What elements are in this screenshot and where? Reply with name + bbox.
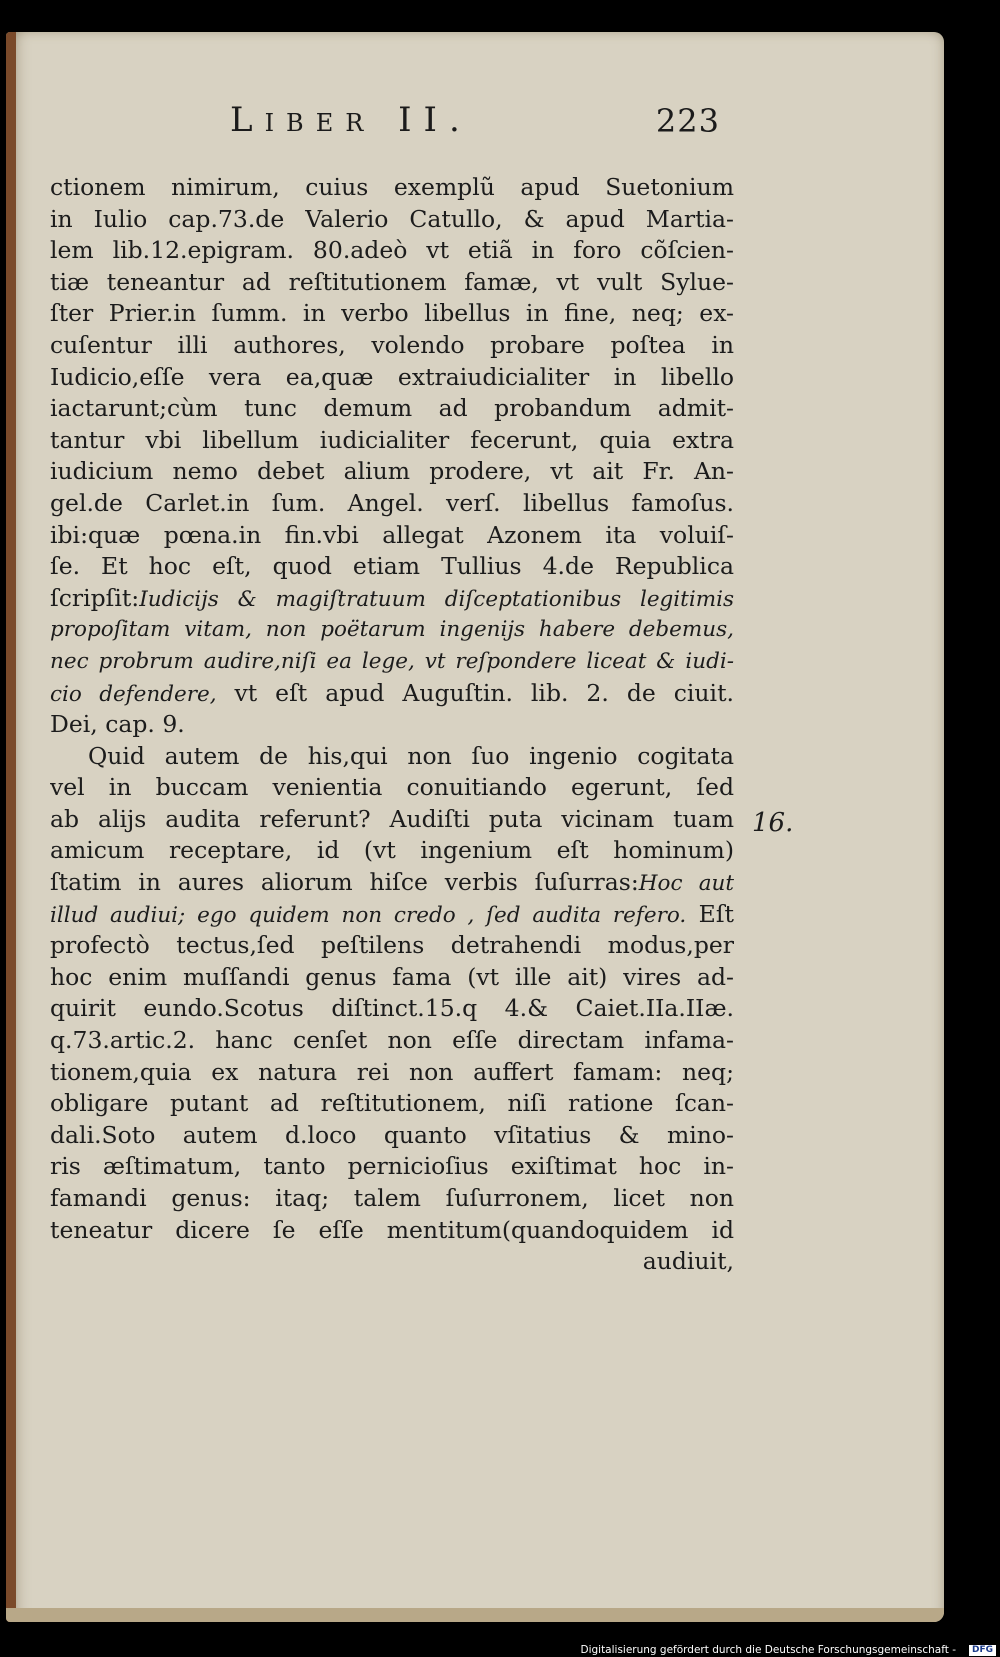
quote-line: nec probrum audire,niſi ea lege, vt reſpondere liceat & iudi-	[50, 648, 734, 674]
text-line	[50, 867, 734, 899]
text-line: ab alijs audita referunt? Audiſti puta vicinam tuam	[50, 804, 734, 833]
text-line: obligare putant ad reſtitutionem, niſi ratione ſcan-	[50, 1089, 734, 1118]
text-line: teneatur dicere ſe eſſe mentitum(quandoquidem id	[50, 1215, 734, 1244]
text-line: famandi genus: itaq; talem ſuſurronem, licet non	[50, 1184, 734, 1212]
main-text-block	[50, 172, 734, 1278]
text-line: dali.Soto autem d.loco quanto vſitatius & mino-	[50, 1120, 734, 1149]
quote-end-line	[50, 678, 734, 710]
quote-intro: ſcripſit:	[50, 583, 140, 612]
text-line: tiæ teneantur ad reſtitutionem famæ, vt vult Sylue-	[50, 267, 734, 296]
text-line: gel.de Carlet.in ſum. Angel. verſ. libellus famoſus.	[50, 488, 734, 517]
text-line: lem lib.12.epigram. 80.adeò vt etiã in foro cõſcien-	[50, 236, 734, 265]
catchword: audiuit,	[642, 1247, 734, 1276]
text-line	[50, 899, 734, 931]
text-line: amicum receptare, id (vt ingenium eſt hominum)	[50, 836, 734, 865]
page-bottom-edge	[6, 1608, 944, 1622]
paragraph-start-line: Quid autem de his,qui non ſuo ingenio cogitata	[88, 741, 734, 770]
text-line: cuſentur illi authores, volendo probare poſtea in	[50, 330, 734, 359]
quote-line: propoſitam vitam, non poëtarum ingenijs habere debemus,	[50, 617, 734, 643]
text-segment: ſtatim in aures aliorum hiſce verbis ſuſurras:	[50, 868, 639, 897]
quote-line	[50, 583, 734, 615]
text-line: ris æſtimatum, tanto pernicioſius exiſtimat hoc in-	[50, 1152, 734, 1181]
book-spine-edge	[6, 32, 16, 1622]
funding-credit: Digitalisierung gefördert durch die Deutsche Forschungsgemeinschaft -	[580, 1644, 956, 1656]
text-line: tionem,quia ex natura rei non auffert famam: neq;	[50, 1057, 734, 1086]
quote-text: Iudicijs & magiſtratuum diſceptationibus legitimis	[139, 586, 734, 612]
text-line: ſter Prier.in ſumm. in verbo libellus in fine, neq; ex-	[50, 299, 734, 328]
text-line: hoc enim muſſandi genus fama (vt ille ait) vires ad-	[50, 962, 734, 991]
text-line: ctionem nimirum, cuius exemplũ apud Suetonium	[50, 173, 734, 201]
page-number: 223	[655, 102, 720, 140]
italic-segment: illud audiui; ego quidem non credo , ſed audita refero.	[50, 902, 687, 928]
running-title: Liber II.	[230, 100, 472, 140]
quote-text: cio defendere,	[50, 681, 217, 707]
text-line: profectò tectus,ſed peſtilens detrahendi modus,per	[50, 931, 734, 960]
text-line: in Iulio cap.73.de Valerio Catullo, & apud Martia-	[50, 204, 734, 233]
margin-note-number: 16.	[752, 808, 794, 838]
text-line: ſe. Et hoc eſt, quod etiam Tullius 4.de Republica	[50, 552, 734, 581]
text-segment: Eſt	[686, 899, 734, 928]
text-line: q.73.artic.2. hanc cenſet non eſſe directam infama-	[50, 1026, 734, 1055]
text-line: Iudicio,eſſe vera ea,quæ extraiudicialiter in libello	[50, 362, 734, 391]
running-header	[230, 100, 720, 150]
text-line: tantur vbi libellum iudicialiter fecerunt, quia extra	[50, 425, 734, 454]
digitization-footer	[0, 1644, 1000, 1657]
text-line: quirit eundo.Scotus diſtinct.15.q 4.& Caiet.IIa.IIæ.	[50, 994, 734, 1023]
italic-segment: Hoc aut	[638, 871, 734, 897]
text-line: iactarunt;cùm tunc demum ad probandum admit-	[50, 394, 734, 423]
text-line: iudicium nemo debet alium prodere, vt ait Fr. An-	[50, 457, 734, 486]
text-line: vel in buccam venientia conuitiando egerunt, ſed	[50, 773, 734, 802]
paragraph-end-line: Dei, cap. 9.	[50, 710, 185, 739]
text-line: ibi:quæ pœna.in fin.vbi allegat Azonem ita voluiſ-	[50, 520, 734, 549]
dfg-logo: DFG	[969, 1645, 996, 1656]
quote-citation: vt eſt apud Auguſtin. lib. 2. de ciuit.	[216, 678, 734, 707]
